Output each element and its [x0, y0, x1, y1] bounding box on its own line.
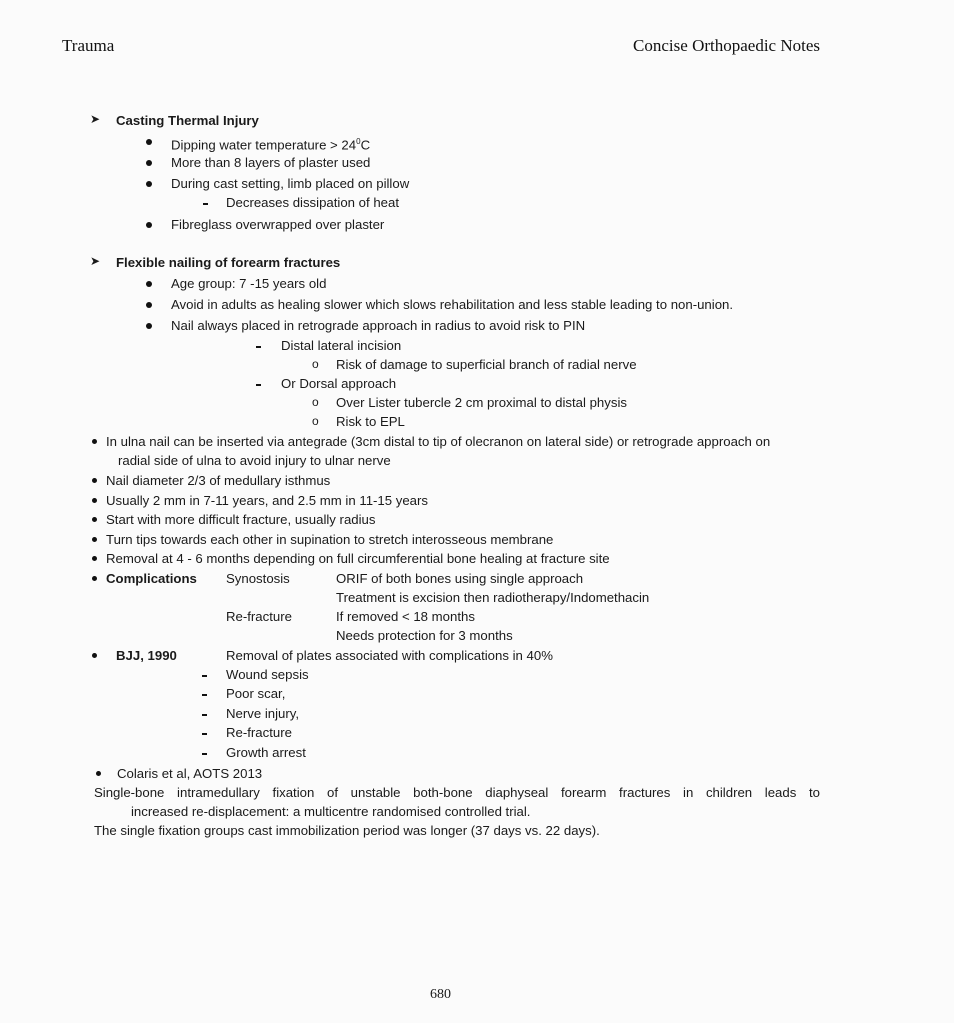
- complications-synostosis-detail1: ORIF of both bones using single approach: [336, 571, 584, 586]
- casting-heading: Casting Thermal Injury: [116, 113, 259, 128]
- bullet-icon: [146, 139, 152, 145]
- bjj-item-scar: Poor scar,: [226, 686, 286, 701]
- bullet-icon: [96, 771, 101, 776]
- flexible-sub-radial-nerve: Risk of damage to superficial branch of radial nerve: [336, 357, 637, 372]
- bjj-item-growth: Growth arrest: [226, 745, 306, 760]
- arrow-bullet-icon: ➤: [90, 254, 101, 268]
- flexible-sub-lister: Over Lister tubercle 2 cm proximal to distal physis: [336, 395, 627, 410]
- bullet-start: Start with more difficult fracture, usually radius: [106, 512, 376, 527]
- flexible-heading: Flexible nailing of forearm fractures: [116, 255, 341, 270]
- bullet-ulna-line1: In ulna nail can be inserted via antegrade (3cm distal to tip of olecranon on lateral side) or retrograde approach on: [106, 434, 771, 449]
- bullet-turn: Turn tips towards each other in supination to stretch interosseous membrane: [106, 532, 554, 547]
- bjj-label: BJJ, 1990: [116, 648, 177, 663]
- bullet-icon: [92, 556, 97, 561]
- flexible-item-retrograde: Nail always placed in retrograde approach in radius to avoid risk to PIN: [171, 318, 586, 333]
- dash-bullet-icon: [202, 733, 207, 735]
- flexible-sub-epl: Risk to EPL: [336, 414, 405, 429]
- dash-bullet-icon: [202, 675, 207, 677]
- bullet-icon: [146, 181, 152, 187]
- dash-bullet-icon: [256, 384, 261, 386]
- bullet-icon: [92, 576, 97, 581]
- bjj-item-sepsis: Wound sepsis: [226, 667, 309, 682]
- flexible-sub-dorsal: Or Dorsal approach: [281, 376, 397, 391]
- bullet-icon: [146, 222, 152, 228]
- casting-item-pillow: During cast setting, limb placed on pillow: [171, 176, 410, 191]
- colaris-paragraph-line1: Single-bone intramedullary fixation of unstable both-bone diaphyseal forearm fractures in children leads to: [94, 785, 820, 800]
- complications-refracture-detail2: Needs protection for 3 months: [336, 628, 513, 643]
- bullet-icon: [146, 281, 152, 287]
- casting-subitem-heat: Decreases dissipation of heat: [226, 195, 400, 210]
- casting-item-temperature: Dipping water temperature > $24^0C$: [171, 137, 371, 153]
- bullet-icon: [146, 323, 152, 329]
- header-section-title: Trauma: [62, 36, 115, 55]
- dash-bullet-icon: [202, 694, 207, 696]
- circle-bullet-icon: o: [312, 357, 319, 371]
- dash-bullet-icon: [202, 753, 207, 755]
- colaris-paragraph-line2: increased re-displacement: a multicentre randomised controlled trial.: [131, 804, 531, 819]
- flexible-item-adults: Avoid in adults as healing slower which slows rehabilitation and less stable leading to non-union.: [171, 297, 734, 312]
- complications-label: Complications: [106, 571, 197, 586]
- bullet-icon: [92, 478, 97, 483]
- circle-bullet-icon: o: [312, 414, 319, 428]
- bullet-removal: Removal at 4 - 6 months depending on full circumferential bone healing at fracture site: [106, 551, 610, 566]
- bjj-item-refracture: Re-fracture: [226, 725, 292, 740]
- bullet-icon: [92, 653, 97, 658]
- complications-synostosis: Synostosis: [226, 571, 290, 586]
- casting-item-layers: More than 8 layers of plaster used: [171, 155, 371, 170]
- bjj-item-nerve: Nerve injury,: [226, 706, 300, 721]
- casting-item-fibreglass: Fibreglass overwrapped over plaster: [171, 217, 385, 232]
- bullet-icon: [146, 160, 152, 166]
- flexible-item-age: Age group: 7 -15 years old: [171, 276, 327, 291]
- flexible-sub-distal: Distal lateral incision: [281, 338, 402, 353]
- dash-bullet-icon: [202, 714, 207, 716]
- bullet-icon: [92, 537, 97, 542]
- bullet-icon: [92, 439, 97, 444]
- bjj-text: Removal of plates associated with complications in 40%: [226, 648, 553, 663]
- page-number: 680: [430, 987, 451, 1002]
- bullet-icon: [92, 498, 97, 503]
- bullet-icon: [146, 302, 152, 308]
- header-book-title: Concise Orthopaedic Notes: [633, 36, 820, 55]
- dash-bullet-icon: [203, 203, 208, 205]
- complications-refracture: Re-fracture: [226, 609, 292, 624]
- bullet-usually: Usually 2 mm in 7-11 years, and 2.5 mm in 11-15 years: [106, 493, 429, 508]
- bullet-icon: [92, 517, 97, 522]
- circle-bullet-icon: o: [312, 395, 319, 409]
- arrow-bullet-icon: ➤: [90, 112, 101, 126]
- bullet-ulna-line2: radial side of ulna to avoid injury to ulnar nerve: [118, 453, 391, 468]
- bullet-diameter: Nail diameter 2/3 of medullary isthmus: [106, 473, 331, 488]
- complications-refracture-detail1: If removed < 18 months: [336, 609, 475, 624]
- colaris-label: Colaris et al, AOTS 2013: [117, 766, 263, 781]
- dash-bullet-icon: [256, 346, 261, 348]
- colaris-paragraph2: The single fixation groups cast immobilization period was longer (37 days vs. 22 days).: [94, 823, 600, 838]
- complications-synostosis-detail2: Treatment is excision then radiotherapy/Indomethacin: [336, 590, 650, 605]
